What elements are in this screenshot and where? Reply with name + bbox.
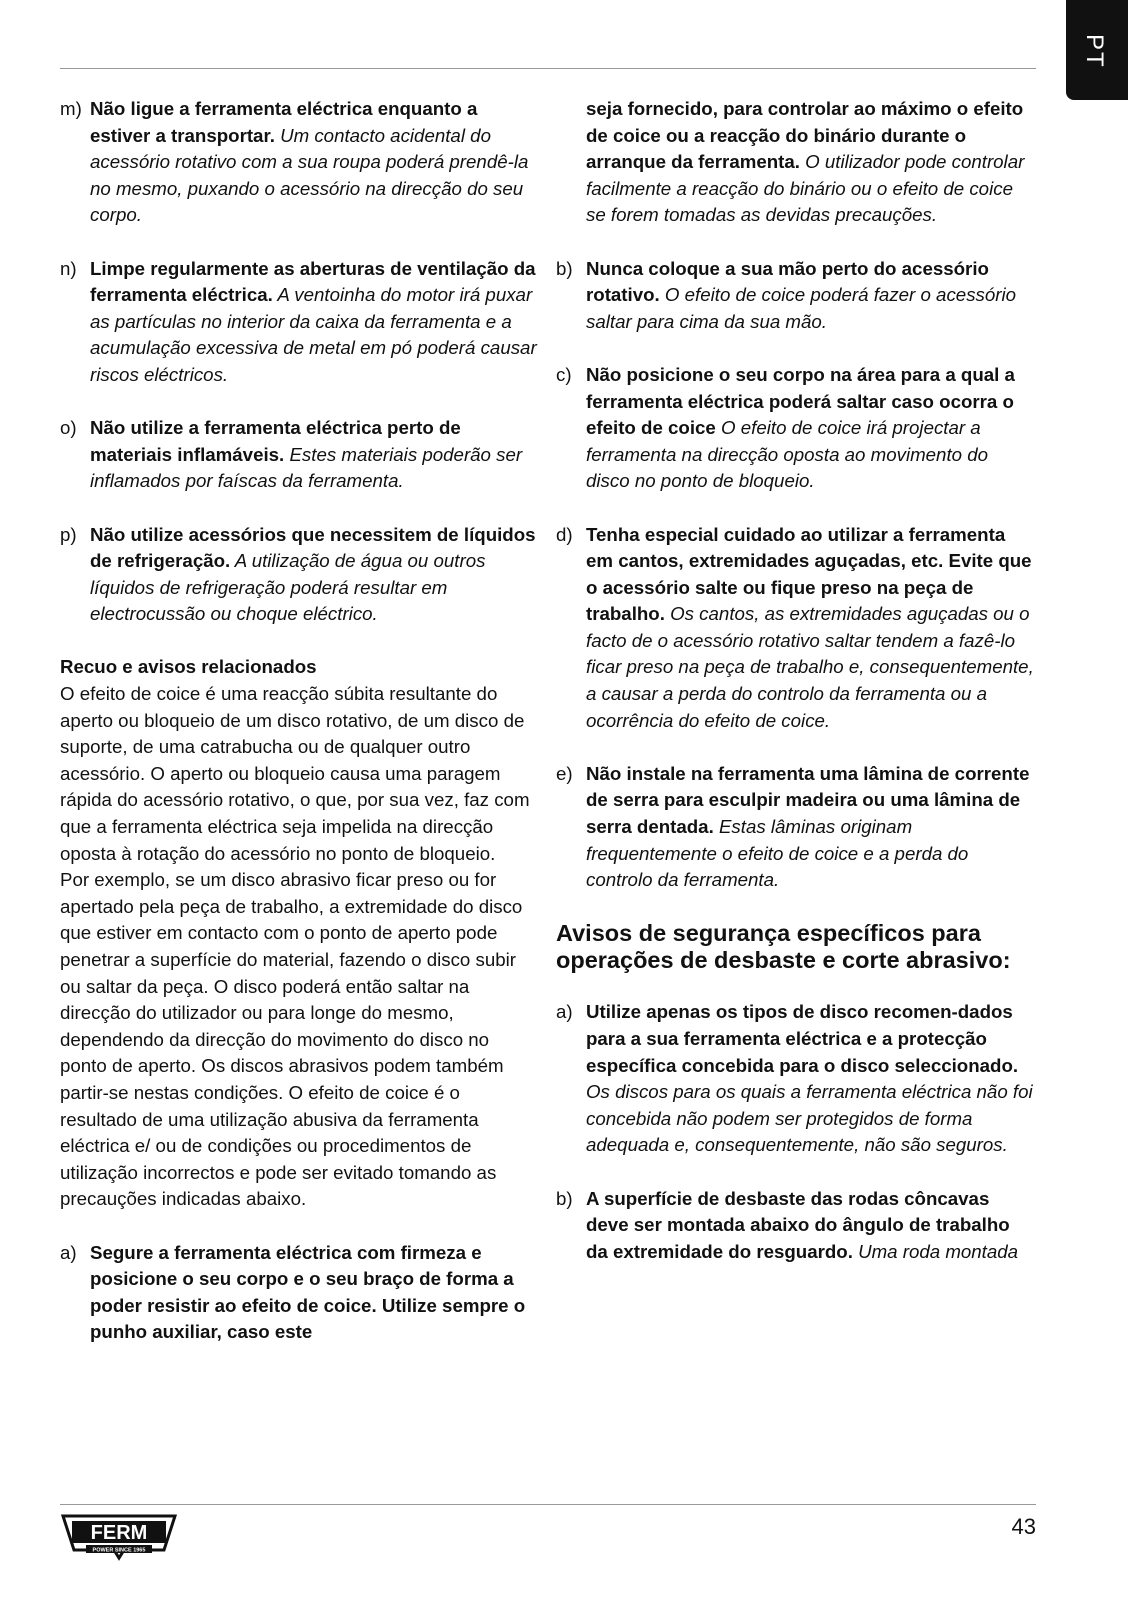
- list-item: [60, 415, 540, 495]
- list-item: [556, 362, 1036, 495]
- item-letter: a): [60, 1241, 77, 1263]
- item-bold-text: A superfície de desbaste das rodas côncavas deve ser montada abaixo do ângulo de trabalho da extremidade do resguardo.: [586, 1187, 1010, 1262]
- item-bold-text: Limpe regularmente as aberturas de ventilação da ferramenta eléctrica.: [90, 257, 536, 306]
- language-tab: [1066, 0, 1128, 100]
- item-letter: n): [60, 257, 77, 279]
- item-italic-text: Estas lâminas originam frequentemente o efeito de coice e a perda do controlo da ferramenta.: [586, 816, 969, 891]
- header-rule: [60, 68, 1036, 69]
- item-bold-text: Não utilize acessórios que necessitem de líquidos de refrigeração.: [90, 523, 536, 572]
- list-item: [556, 1186, 1036, 1266]
- item-bold-text: Não ligue a ferramenta eléctrica enquanto a estiver a transportar.: [90, 98, 478, 146]
- item-bold-text: Segure a ferramenta eléctrica com firmeza e posicione o seu corpo e o seu braço de forma a poder resistir ao efeito de coice. Utilize sempre o punho auxiliar, caso este: [90, 1241, 526, 1343]
- footer-rule: [60, 1504, 1036, 1505]
- kickback-heading: Recuo e avisos relacionados: [60, 656, 317, 678]
- kickback-paragraph: O efeito de coice é uma reacção súbita resultante do aperto ou bloqueio de um disco rotativo, de um disco de suporte, de uma catrabucha ou de qualquer outro acessório. O aperto ou bloqueio causa uma paragem rápida do acessório rotativo, o que, por sua vez, faz com que a ferramenta eléctrica seja impelida na direcção oposta à rotação do acessório no ponto de bloqueio.: [60, 683, 530, 864]
- logo-tagline: POWER SINCE 1965: [92, 1547, 146, 1554]
- item-letter: m): [60, 98, 82, 119]
- item-italic-text: A ventoinha do motor irá puxar as partículas no interior da caixa da ferramenta e a acumulação excessiva de metal em pó poderá causar riscos eléctricos.: [90, 284, 537, 385]
- item-italic-text: Uma roda montada: [852, 1240, 1019, 1262]
- list-item: [60, 1240, 540, 1346]
- item-bold-text: Não instale na ferramenta uma lâmina de corrente de serra para esculpir madeira ou uma lâmina de serra dentada.: [586, 762, 1030, 838]
- item-bold-text: Utilize apenas os tipos de disco recomen-dados para a sua ferramenta eléctrica e a protecção específica concebida para o disco seleccionado.: [586, 1001, 1019, 1076]
- left-column: [60, 96, 540, 1346]
- kickback-paragraph: Por exemplo, se um disco abrasivo ficar preso ou for apertado pela peça de trabalho, a extremidade do disco que estiver em contacto com o ponto de aperto pode penetrar a superfície do material, fazendo o disco subir ou saltar da peça. O disco poderá então saltar na direcção do utilizador ou para longe do mesmo, dependendo da direcção do movimento do disco no ponto de aperto. Os discos abrasivos podem também partir-se nestas condições. O efeito de coice é o resultado de uma utilização abusiva da ferramenta eléctrica e/ ou de condições ou procedimentos de utilização incorrectos e pode ser evitado tomando as precauções indicadas abaixo.: [60, 869, 523, 1210]
- item-letter: a): [556, 1001, 573, 1023]
- list-item-continuation: [556, 96, 1036, 229]
- language-label: PT: [1081, 34, 1108, 69]
- item-letter: d): [556, 523, 573, 545]
- item-letter: b): [556, 257, 573, 279]
- list-item: [556, 522, 1036, 735]
- item-italic-text: Os cantos, as extremidades aguçadas ou o facto de o acessório rotativo saltar tendem a fazê-lo ficar preso na peça de trabalho e, consequentemente, a causar a perda do controlo da ferramenta ou a ocorrência do efeito de coice.: [586, 603, 1034, 731]
- item-bold-text: Nunca coloque a sua mão perto do acessório rotativo.: [586, 257, 989, 306]
- ferm-logo: [60, 1512, 178, 1562]
- right-column: [556, 96, 1036, 1265]
- page-number: 43: [1011, 1514, 1036, 1539]
- item-italic-text: O efeito de coice poderá fazer o acessório saltar para cima da sua mão.: [586, 284, 1017, 332]
- list-item: [556, 999, 1036, 1159]
- item-italic-text: Os discos para os quais a ferramenta eléctrica não foi concebida não podem ser protegidos de forma adequada e, consequentemente, não são seguros.: [586, 1081, 1033, 1156]
- item-bold-text: Não utilize a ferramenta eléctrica perto de materiais inflamáveis.: [90, 417, 461, 465]
- item-italic-text: O utilizador pode controlar facilmente a reacção do binário ou o efeito de coice se forem tomadas as devidas precauções.: [586, 151, 1025, 226]
- item-letter: p): [60, 523, 77, 545]
- list-item: [60, 522, 540, 628]
- item-bold-text: seja fornecido, para controlar ao máximo o efeito de coice ou a reacção do binário durante o arranque da ferramenta.: [586, 98, 1024, 173]
- item-italic-text: Estes materiais poderão ser inflamados por faíscas da ferramenta.: [90, 443, 523, 492]
- list-item: [556, 761, 1036, 894]
- item-letter: b): [556, 1187, 573, 1209]
- logo-text: FERM: [90, 1522, 148, 1544]
- item-letter: c): [556, 363, 572, 385]
- list-item: [60, 256, 540, 389]
- section-heading: Avisos de segurança específicos para operações de desbaste e corte abrasivo:: [556, 920, 1011, 973]
- list-item: [556, 256, 1036, 336]
- item-letter: o): [60, 417, 77, 439]
- list-item: [60, 96, 540, 229]
- item-letter: e): [556, 762, 573, 784]
- item-bold-text: Não posicione o seu corpo na área para a qual a ferramenta eléctrica poderá saltar caso ocorra o efeito de coice: [586, 363, 1015, 439]
- item-italic-text: O efeito de coice irá projectar a ferramenta na direcção oposta ao movimento do disco no ponto de bloqueio.: [586, 417, 989, 492]
- item-italic-text: A utilização de água ou outros líquidos de refrigeração poderá resultar em electrocussão ou choque eléctrico.: [90, 550, 486, 625]
- item-bold-text: Tenha especial cuidado ao utilizar a ferramenta em cantos, extremidades aguçadas, etc. Evite que o acessório salte ou fique preso na peça de trabalho.: [586, 523, 1032, 625]
- item-italic-text: Um contacto acidental do acessório rotativo com a sua roupa poderá prendê-la no mesmo, puxando o acessório na direcção do seu corpo.: [90, 124, 529, 226]
